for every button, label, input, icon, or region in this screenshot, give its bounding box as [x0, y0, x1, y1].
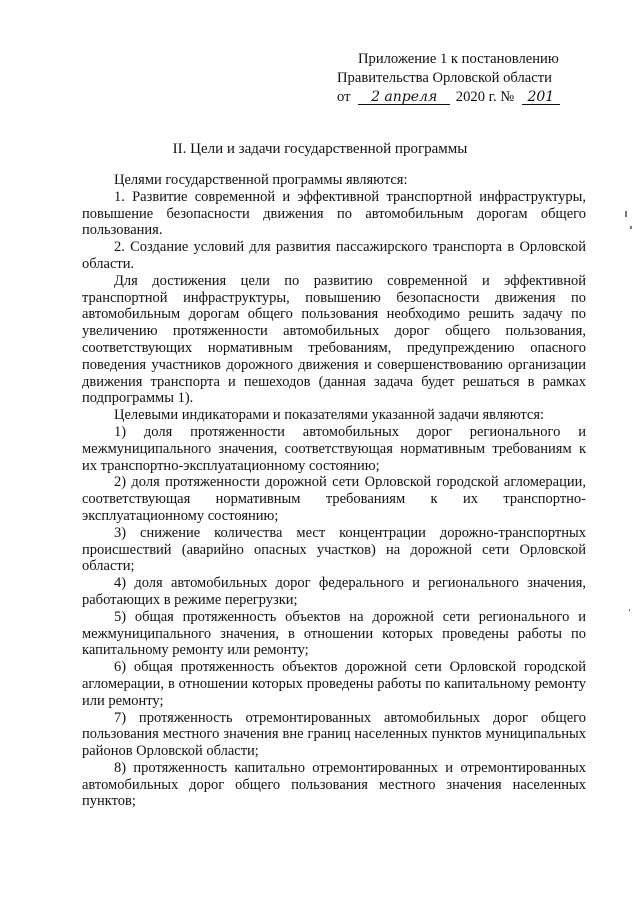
paragraph: 6) общая протяженность объектов дорожной сети Орловской городской агломерации, в отношении которых проведены работы по капитальному ремонту или ремонту;	[82, 659, 586, 709]
paragraph: 4) доля автомобильных дорог федерального и регионального значения, работающих в режиме перегрузки;	[82, 575, 586, 608]
paragraph: 3) снижение количества мест концентрации дорожно-транспортных происшествий (аварийно опасных участков) на дорожной сети Орловской области;	[82, 524, 586, 575]
paragraph: 8) протяженность капитально отремонтированных и отремонтированных автомобильных дорог общего пользования местного значения населенных пунктов;	[82, 759, 586, 810]
scan-mark	[625, 211, 627, 217]
paragraph: 2. Создание условий для развития пассажирского транспорта в Орловской области.	[82, 239, 586, 272]
scan-mark	[629, 609, 630, 611]
paragraph: Для достижения цели по развитию современной и эффективной транспортной инфраструктуры, повышению безопасности движения по автомобильным дорогам общего пользования необходимо решить задачу по увеличению протяженности автомобильных дорог общего пользования, соответствующих нормативным требованиям, предупреждению опасного поведения участников дорожного движения и совершенствованию организации движения транспорта и пешеходов (данная задача будет решаться в рамках подпрограммы 1).	[82, 272, 586, 407]
appendix-line-3	[337, 88, 587, 107]
appendix-line-1: Приложение 1 к постановлению	[358, 51, 559, 67]
paragraph: 1. Развитие современной и эффективной транспортной инфраструктуры, повышение безопасности движения по автомобильным дорогам общего пользования.	[82, 188, 586, 239]
section-title: II. Цели и задачи государственной программы	[172, 141, 468, 157]
handwritten-date: 2 апреля	[358, 90, 450, 105]
appendix-header	[337, 50, 587, 107]
scan-mark	[630, 226, 632, 229]
paragraph: Целями государственной программы являются:	[114, 172, 408, 188]
paragraph: 1) доля протяженности автомобильных дорог регионального и межмуниципального значения, соответствующая нормативным требованиям к их транспортно-эксплуатационному состоянию;	[82, 423, 586, 474]
document-body	[82, 172, 586, 810]
appendix-from-label: от	[337, 89, 351, 105]
appendix-line-2: Правительства Орловской области	[337, 70, 552, 86]
paragraph: 2) доля протяженности дорожной сети Орловской городской агломерации, соответствующая нормативным требованиям к их транспортно-эксплуатационному состоянию;	[82, 474, 586, 524]
paragraph: 5) общая протяженность объектов на дорожной сети регионального и межмуниципального значения, в отношении которых проведены работы по капитальному ремонту или ремонту;	[82, 608, 586, 659]
paragraph: 7) протяженность отремонтированных автомобильных дорог общего пользования местного значения вне границ населенных пунктов муниципальных районов Орловской области;	[82, 709, 586, 760]
paragraph: Целевыми индикаторами и показателями указанной задачи являются:	[114, 407, 545, 424]
appendix-year: 2020 г. №	[455, 89, 515, 105]
handwritten-number: 201	[522, 90, 560, 105]
